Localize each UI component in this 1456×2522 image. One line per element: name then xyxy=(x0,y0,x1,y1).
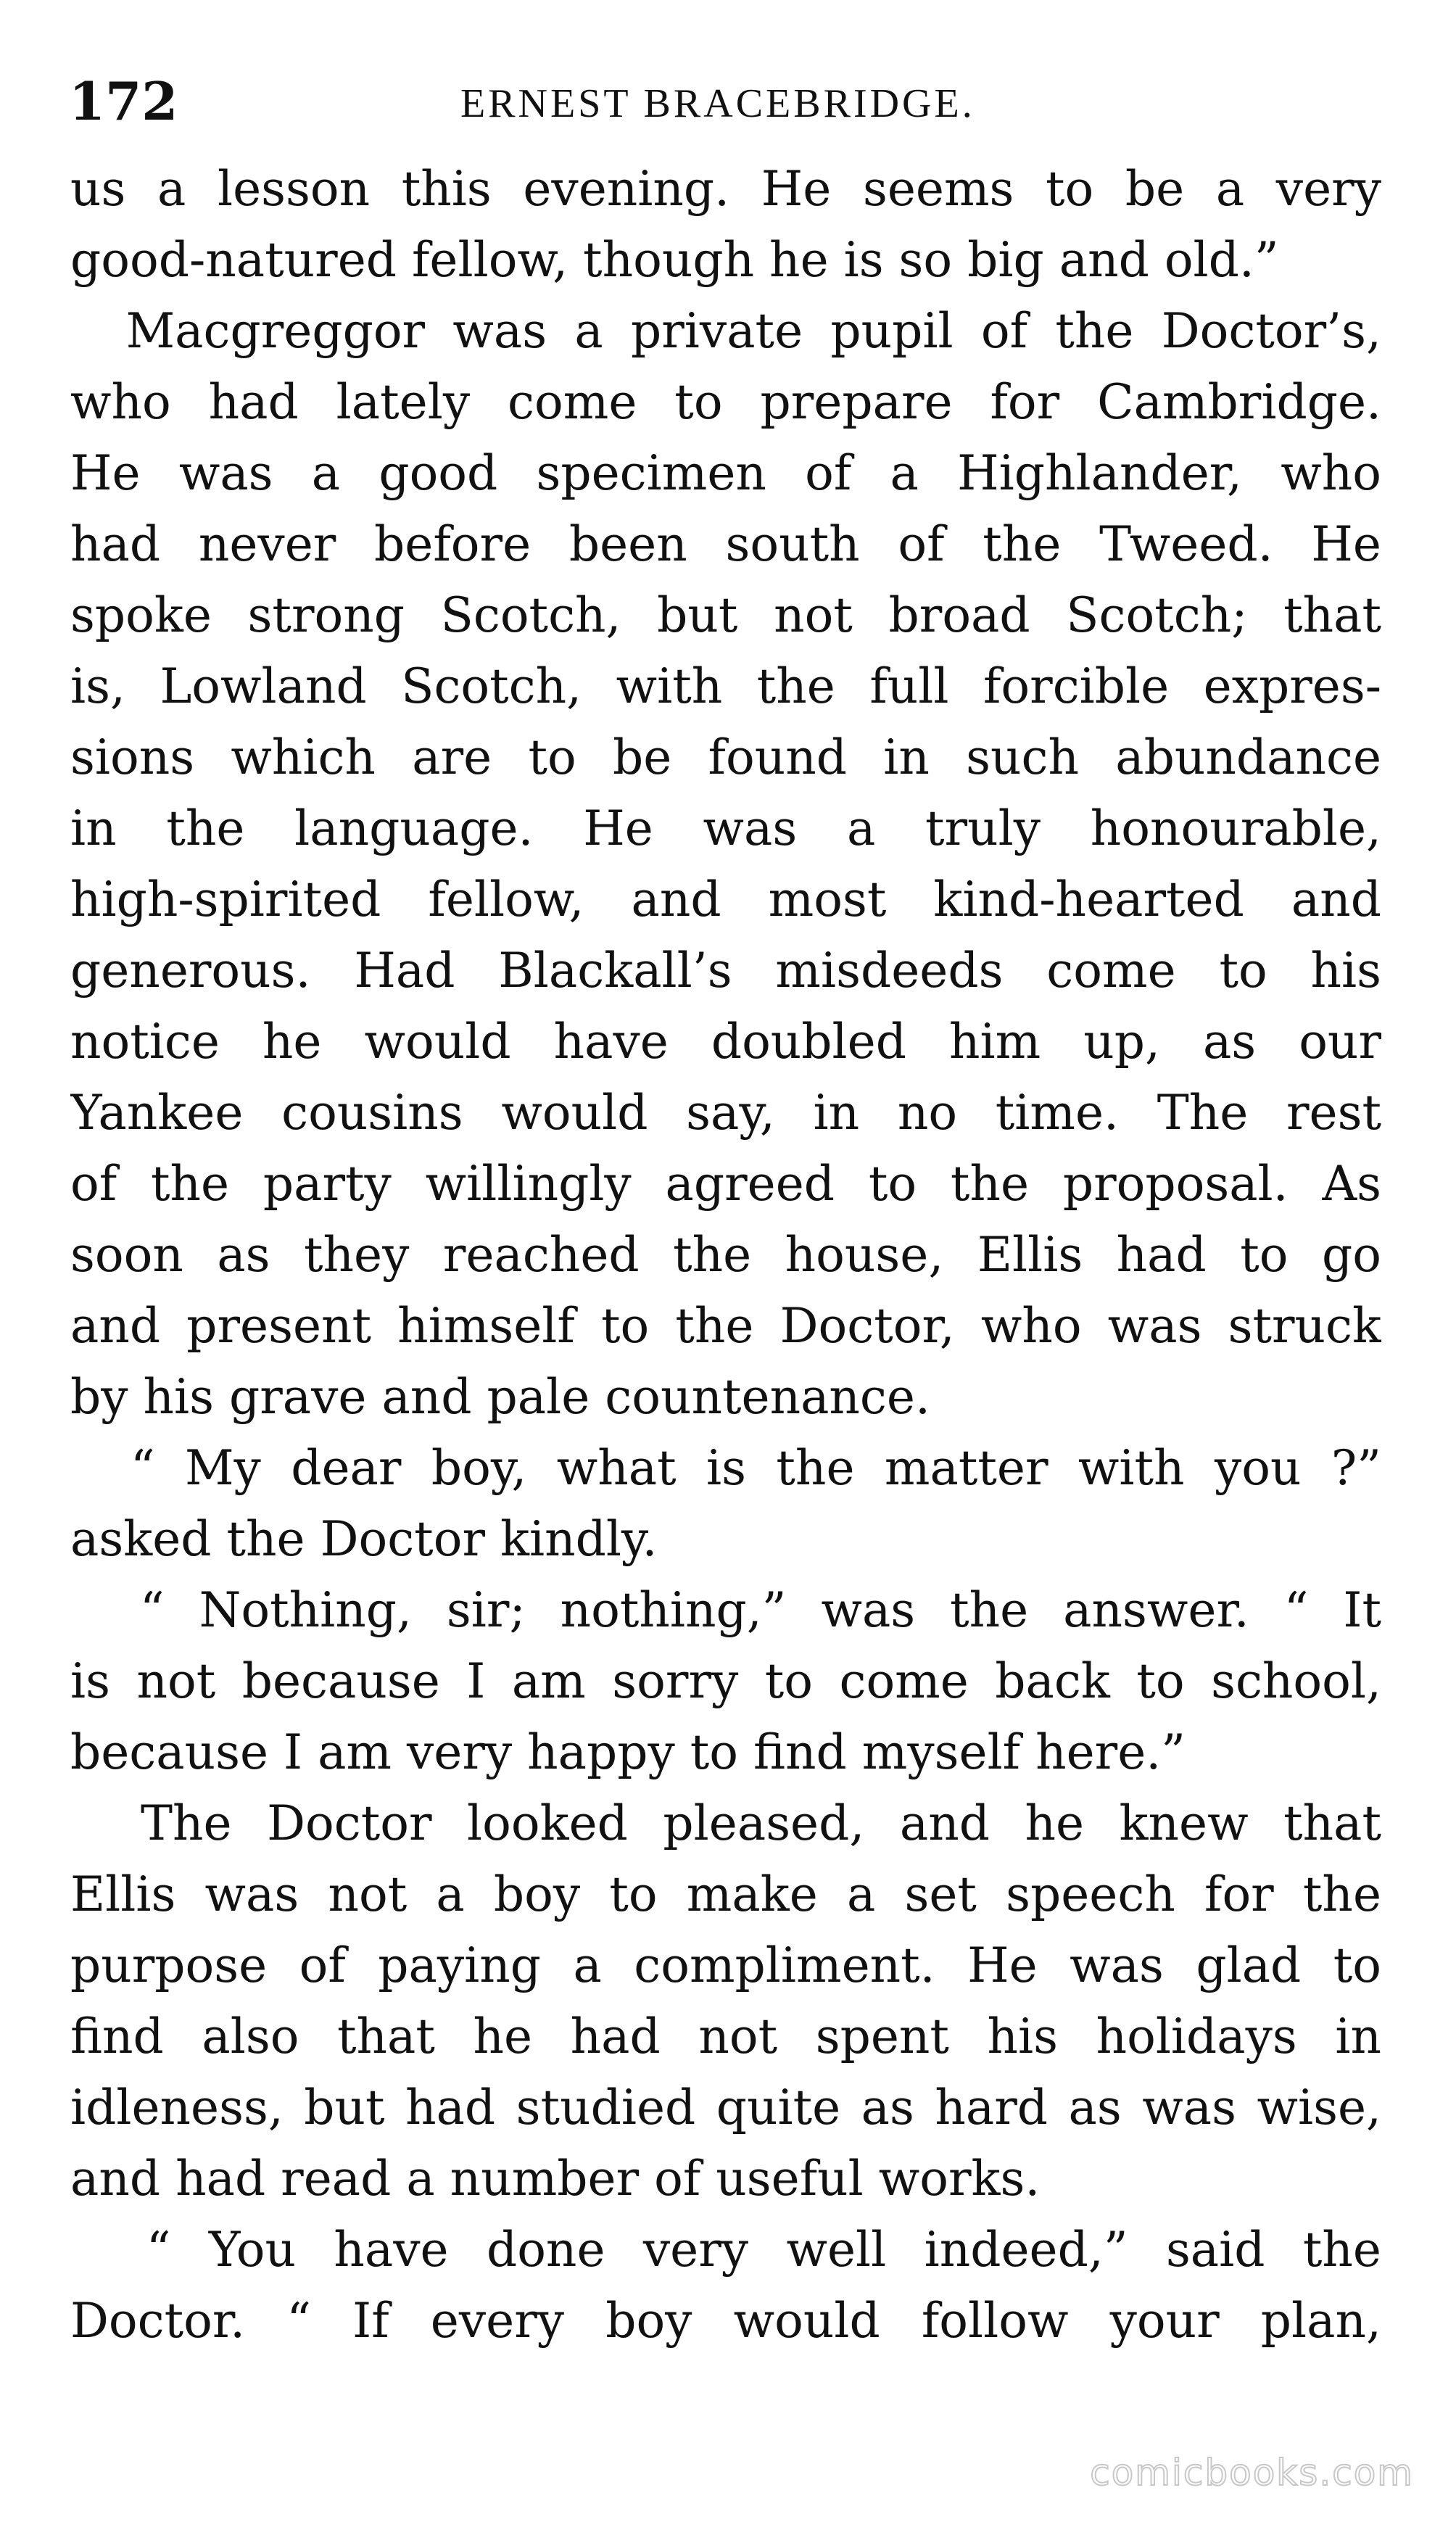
text-line: is, Lowland Scotch, with the full forcible expres- xyxy=(70,658,1381,714)
text-line: Yankee cousins would say, in no time. The rest xyxy=(70,1085,1381,1141)
text-line: and present himself to the Doctor, who was struck xyxy=(70,1298,1381,1354)
text-line: had never before been south of the Tweed. He xyxy=(70,516,1381,572)
text-line: idleness, but had studied quite as hard as was wise, xyxy=(70,2080,1381,2136)
text-line: find also that he had not spent his holidays in xyxy=(70,2009,1381,2064)
text-line: The Doctor looked pleased, and he knew that xyxy=(70,1795,1381,1851)
text-line: “ My dear boy, what is the matter with you ?” xyxy=(70,1440,1381,1496)
text-line: and had read a number of useful works. xyxy=(70,2151,1041,2207)
text-line: notice he would have doubled him up, as our xyxy=(70,1014,1381,1070)
text-line: “ Nothing, sir; nothing,” was the answer. “ It xyxy=(70,1582,1381,1638)
text-line: Ellis was not a boy to make a set speech for the xyxy=(70,1866,1381,1922)
text-line: is not because I am sorry to come back to school, xyxy=(70,1653,1381,1709)
text-line: because I am very happy to find myself here.” xyxy=(70,1724,1186,1780)
running-head xyxy=(69,62,1385,141)
text-line: spoke strong Scotch, but not broad Scotch; that xyxy=(70,587,1381,643)
text-line: of the party willingly agreed to the proposal. As xyxy=(70,1156,1381,1212)
running-title: ERNEST BRACEBRIDGE. xyxy=(460,81,975,126)
text-line: Macgreggor was a private pupil of the Doctor’s, xyxy=(70,303,1381,359)
watermark: comicbooks.com xyxy=(1090,2452,1414,2494)
text-line: soon as they reached the house, Ellis had to go xyxy=(70,1227,1381,1283)
body-text xyxy=(70,154,1381,2357)
text-line: in the language. He was a truly honourable, xyxy=(70,801,1381,856)
text-line: He was a good specimen of a Highlander, who xyxy=(70,445,1381,501)
text-line: asked the Doctor kindly. xyxy=(70,1511,658,1567)
text-line: good-natured fellow, though he is so big and old.” xyxy=(70,232,1279,288)
text-line: sions which are to be found in such abundance xyxy=(70,729,1381,785)
text-line: purpose of paying a compliment. He was glad to xyxy=(70,1938,1381,1993)
text-line: Doctor. “ If every boy would follow your plan, xyxy=(70,2293,1381,2349)
text-line: generous. Had Blackall’s misdeeds come to his xyxy=(70,943,1381,999)
page-number: 172 xyxy=(69,70,178,132)
text-line: high-spirited fellow, and most kind-hearted and xyxy=(70,872,1381,927)
text-line: who had lately come to prepare for Cambridge. xyxy=(70,374,1381,430)
text-line: by his grave and pale countenance. xyxy=(70,1369,930,1425)
text-line: “ You have done very well indeed,” said the xyxy=(70,2222,1381,2278)
text-line: us a lesson this evening. He seems to be a very xyxy=(70,161,1381,217)
